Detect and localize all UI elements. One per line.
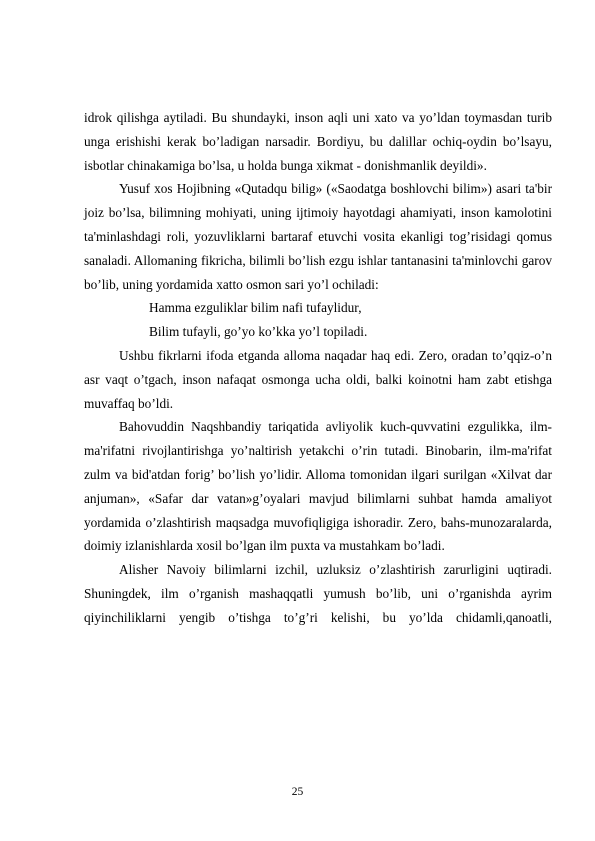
paragraph-3: Ushbu fikrlarni ifoda etganda alloma naqadar haq edi. Zero, oradan to’qqiz-o’n asr vaqt o’tgach, inson nafaqat osmonga ucha oldi, balki koinotni ham zabt etishga muvaffaq bo’ldi.: [84, 347, 552, 411]
paragraph-2: Yusuf xos Hojibning «Qutadqu bilig» («Saodatga boshlovchi bilim») asari ta'bir joiz bo’lsa, bilimning mohiyati, uning ijtimoiy hayotdagi ahamiyati, inson kamolotini ta'minlashdagi roli, yozuvliklarni bartaraf etuvchi vosita ekanligi tog’risidagi qomus sanaladi. Allomaning fikricha, bilimli bo’lish ezgu ishlar tantanasini ta'minlovchi garov bo’lib, uning yordamida xatto osmon sari yo’l ochiladi:: [84, 181, 552, 292]
page-number: 25: [291, 786, 304, 798]
paragraph-1: idrok qilishga aytiladi. Bu shundayki, inson aqli uni xato va yo’ldan toymasdan turib unga erishishi kerak bo’ladigan narsadir. Bordiyu, bu dalillar ochiq-oydin bo’lsayu, isbotlar chinakamiga bo’lsa, u holda bunga xikmat - donishmanlik deyildi».: [84, 110, 552, 173]
verse-line-1: Hamma ezguliklar bilim nafi tufaylidur,: [149, 300, 362, 316]
verse-line-2: Bilim tufayli, go’yo ko’kka yo’l topiladi.: [149, 324, 368, 340]
body-text: [84, 106, 552, 630]
paragraph-5: Alisher Navoiy bilimlarni izchil, uzluksiz o’zlashtirish zarurligini uqtiradi. Shuningdek, ilm o’rganish mashaqqatli yumush bo’lib, uni o’rganishda ayrim qiyinchiliklarni yengib o’tishga to’g’ri kelishi, bu yo’lda chidamli,qanoatli,: [84, 562, 552, 625]
paragraph-4: Bahovuddin Naqshbandiy tariqatida avliyolik kuch-quvvatini ezgulikka, ilm-ma'rifatni rivojlantirishga yo’naltirish yetakchi o’rin tutadi. Binobarin, ilm-ma'rifat zulm va bid'atdan forig’ bo’lish yo’lidir. Alloma tomonidan ilgari surilgan «Xilvat dar anjuman», «Safar dar vatan»g’oyalari mavjud bilimlarni suhbat hamda amaliyot yordamida o’zlashtirish maqsadga muvofiqligiga ishoradir. Zero, bahs-munozaralarda, doimiy izlanishlarda xosil bo’lgan ilm puxta va mustahkam bo’ladi.: [84, 419, 552, 554]
